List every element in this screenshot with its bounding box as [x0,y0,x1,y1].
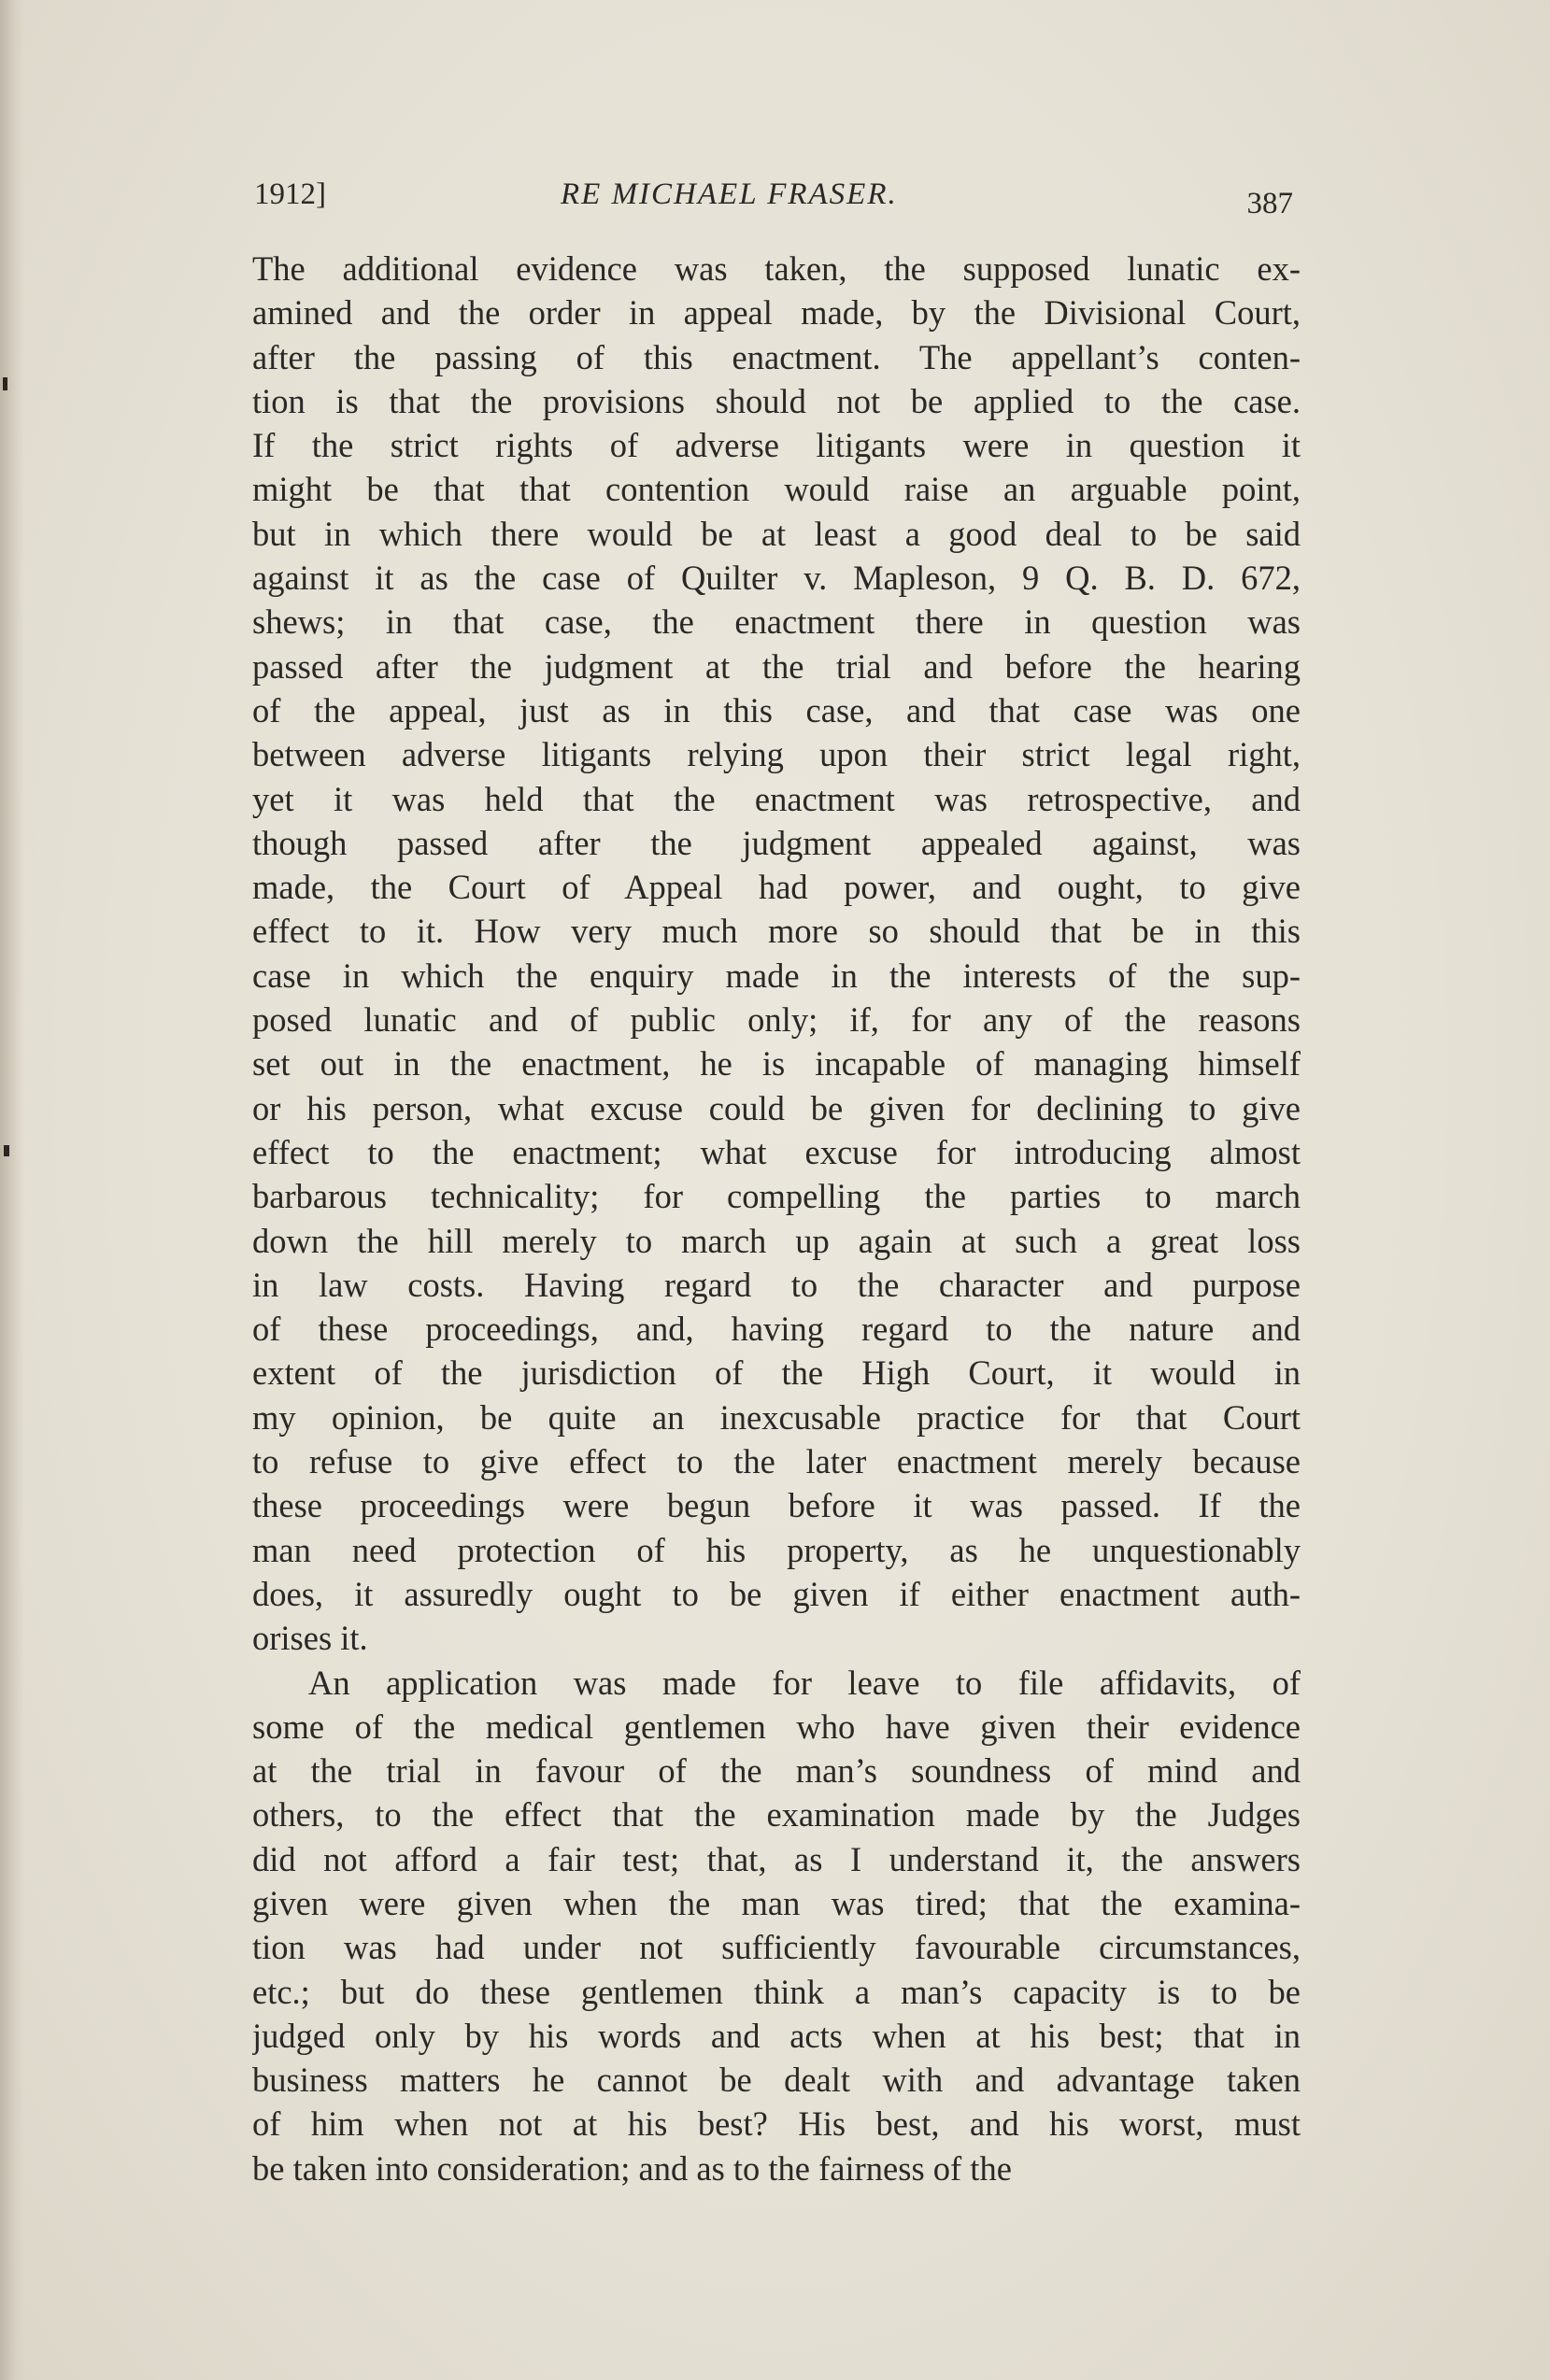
text-line: of him when not at his best? His best, and his worst, must [252,2104,1301,2144]
text-line: orises it. [252,1619,368,1658]
text-line: tion was had under not sufficiently favourable circumstances, [252,1928,1301,1967]
text-line: my opinion, be quite an inexcusable practice for that Court [252,1397,1301,1437]
text-line: in law costs. Having regard to the character and purpose [252,1265,1301,1304]
page-gutter-shadow [0,0,24,2380]
text-line: etc.; but do these gentlemen think a man’s capacity is to be [252,1972,1301,2011]
body-text [252,247,1301,2190]
text-line: of the appeal, just as in this case, and that case was one [252,690,1301,730]
text-line: against it as the case of Quilter v. Mapleson, 9 Q. B. D. 672, [252,559,1301,598]
paragraph [252,247,1301,1661]
text-line: An application was made for leave to file affidavits, of [308,1663,1301,1702]
text-line: at the trial in favour of the man’s soundness of mind and [252,1751,1301,1791]
text-line: be taken into consideration; and as to the fairness of the [252,2148,1012,2188]
text-line: between adverse litigants relying upon their strict legal right, [252,735,1301,774]
text-line: given were given when the man was tired; that the examina- [252,1883,1301,1922]
text-line: set out in the enactment, he is incapable of managing himself [252,1044,1301,1084]
header-title: RE MICHAEL FRASER. [561,177,898,211]
text-line: some of the medical gentlemen who have given their evidence [252,1707,1301,1746]
page-number: 387 [1246,187,1293,220]
text-line: to refuse to give effect to the later enactment merely because [252,1442,1301,1481]
text-line: posed lunatic and of public only; if, for any of the reasons [252,1000,1301,1040]
text-line: judged only by his words and acts when at his best; that in [252,2016,1301,2055]
running-header [252,174,1299,220]
margin-mark [4,1145,9,1156]
header-year: 1912] [254,177,326,211]
text-line: others, to the effect that the examination made by the Judges [252,1795,1301,1835]
text-line: or his person, what excuse could be given for declining to give [252,1088,1301,1127]
text-line: tion is that the provisions should not be applied to the case. [252,381,1301,420]
text-line: man need protection of his property, as he unquestionably [252,1530,1301,1569]
paragraph [252,1661,1301,2191]
text-line: made, the Court of Appeal had power, and ought, to give [252,868,1301,907]
text-line: effect to it. How very much more so should that be in this [252,912,1301,951]
text-line: The additional evidence was taken, the supposed lunatic ex- [252,249,1301,288]
text-line: passed after the judgment at the trial and before the hearing [252,646,1301,686]
margin-mark [3,377,7,390]
text-line: after the passing of this enactment. The appellant’s conten- [252,337,1301,376]
text-line: did not afford a fair test; that, as I understand it, the answers [252,1839,1301,1878]
text-line: case in which the enquiry made in the interests of the sup- [252,956,1301,995]
text-line: extent of the jurisdiction of the High Court, it would in [252,1353,1301,1393]
text-line: barbarous technicality; for compelling the parties to march [252,1177,1301,1216]
text-line: down the hill merely to march up again at such a great loss [252,1221,1301,1260]
text-line: though passed after the judgment appealed against, was [252,823,1301,862]
text-line: yet it was held that the enactment was retrospective, and [252,779,1301,818]
text-line: amined and the order in appeal made, by the Divisional Court, [252,293,1301,333]
text-line: shews; in that case, the enactment there in question was [252,602,1301,642]
text-line: effect to the enactment; what excuse for introducing almost [252,1132,1301,1171]
text-line: of these proceedings, and, having regard to the nature and [252,1310,1301,1349]
text-line: might be that that contention would raise an arguable point, [252,470,1301,509]
text-line: does, it assuredly ought to be given if either enactment auth- [252,1574,1301,1613]
text-line: these proceedings were begun before it was passed. If the [252,1486,1301,1525]
text-line: but in which there would be at least a good deal to be said [252,514,1301,553]
text-line: If the strict rights of adverse litigants were in question it [252,426,1301,465]
text-line: business matters he cannot be dealt with and advantage taken [252,2061,1301,2100]
